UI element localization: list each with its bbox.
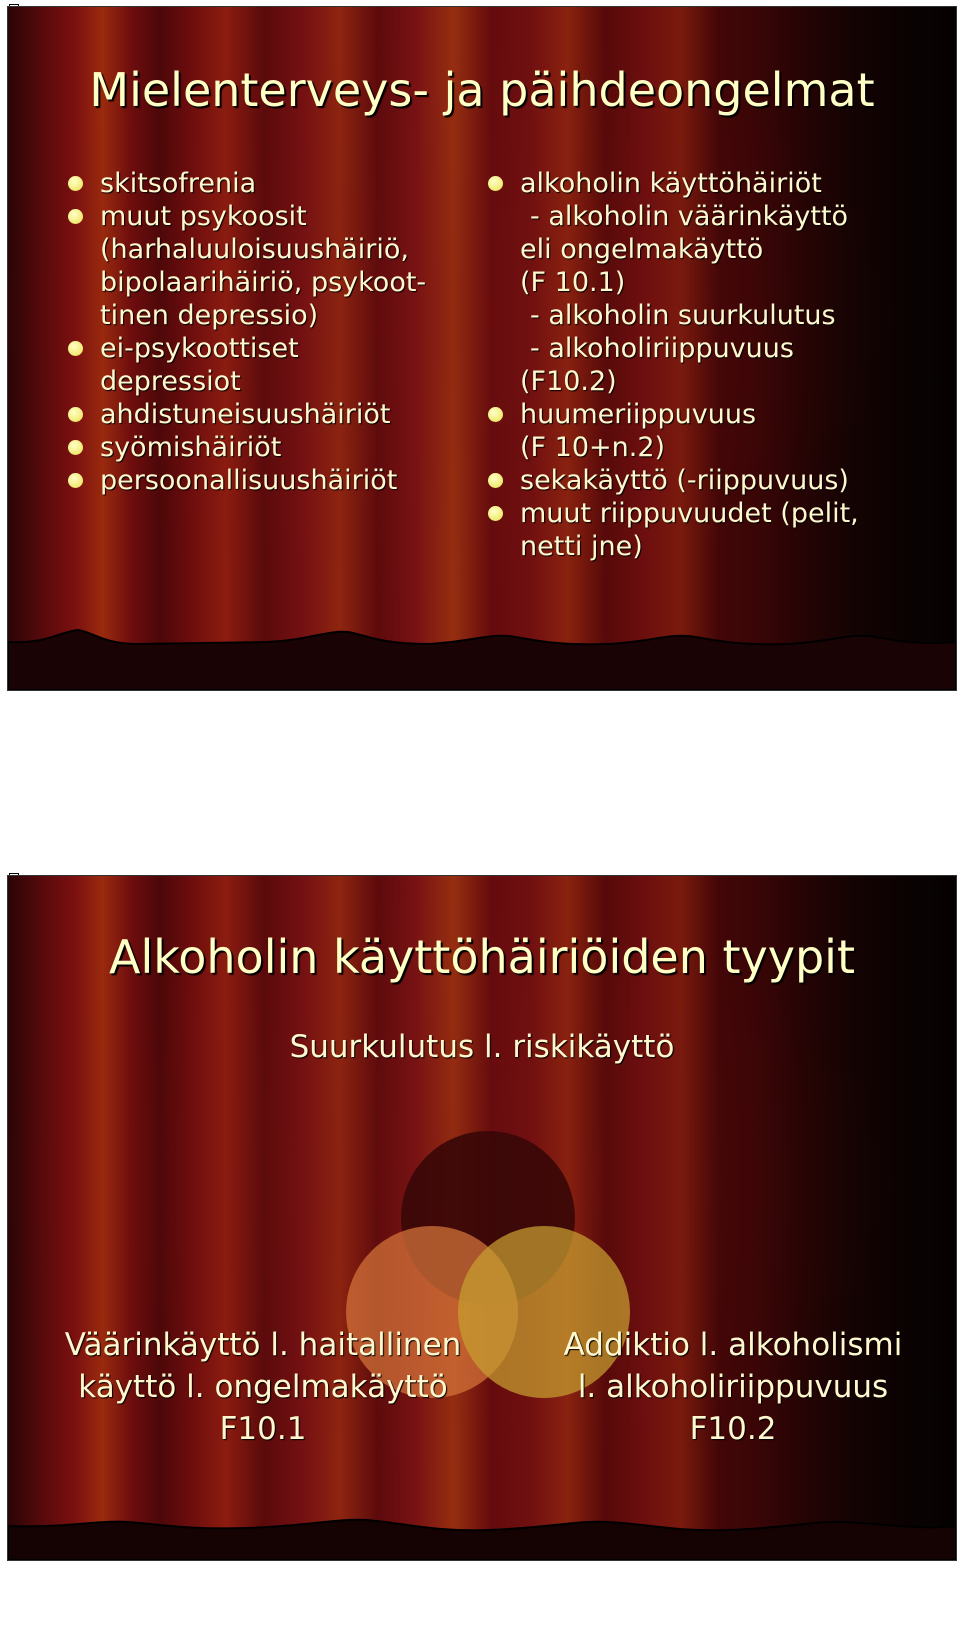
- left-list-item-line: skitsofrenia: [100, 168, 257, 199]
- venn-label-right-line: l. alkoholiriippuvuus: [577, 1369, 889, 1405]
- left-list-item: [68, 200, 468, 332]
- venn-label-right-line: Addiktio l. alkoholismi: [563, 1327, 903, 1363]
- right-list-item-line: (F 10.1): [520, 267, 626, 298]
- bullet-dot-icon: [488, 176, 503, 191]
- slide1-title: Mielenterveys- ja päihdeongelmat: [89, 63, 875, 117]
- right-list-item-line: (F10.2): [520, 366, 617, 397]
- left-list-item-line: syömishäiriöt: [100, 432, 282, 463]
- bullet-dot-icon: [68, 440, 83, 455]
- left-list-item: [68, 464, 468, 497]
- right-list-item-line: huumeriippuvuus: [520, 399, 757, 430]
- bullet-dot-icon: [68, 473, 83, 488]
- venn-label-left: [38, 1324, 488, 1450]
- right-bullet-list: [488, 167, 928, 563]
- left-list-item: [68, 431, 468, 464]
- left-list-item-line: tinen depressio): [100, 300, 319, 331]
- venn-label-right-line: F10.2: [689, 1411, 777, 1447]
- venn-diagram: [8, 876, 956, 1560]
- slide-mental-health: [7, 6, 957, 691]
- right-list-item: [488, 167, 928, 398]
- right-list-item-line: (F 10+n.2): [520, 432, 666, 463]
- left-list-item-line: (harhaluuloisuushäiriö,: [100, 234, 409, 265]
- right-list-item-line: - alkoholin väärinkäyttö: [530, 201, 849, 232]
- curtain-fringe: [8, 620, 956, 690]
- slide-alcohol-disorder-types: [7, 875, 957, 1561]
- left-bullet-list: [68, 167, 468, 497]
- right-list-item-line: alkoholin käyttöhäiriöt: [520, 168, 822, 199]
- bullet-dot-icon: [488, 506, 503, 521]
- right-list-item: [488, 464, 928, 497]
- bullet-dot-icon: [488, 473, 503, 488]
- left-list-item-line: ei-psykoottiset: [100, 333, 299, 364]
- right-list-item-line: eli ongelmakäyttö: [520, 234, 764, 265]
- left-list-item-line: muut psykoosit: [100, 201, 307, 232]
- right-list-item-line: - alkoholin suurkulutus: [530, 300, 836, 331]
- bullet-dot-icon: [68, 209, 83, 224]
- venn-label-right: [543, 1324, 923, 1450]
- venn-label-left-line: F10.1: [219, 1411, 307, 1447]
- bullet-dot-icon: [68, 407, 83, 422]
- bullet-dot-icon: [68, 341, 83, 356]
- right-list-item: [488, 398, 928, 464]
- right-list-item-line: - alkoholiriippuvuus: [530, 333, 794, 364]
- left-list-item: [68, 332, 468, 398]
- right-list-item-line: netti jne): [520, 531, 643, 562]
- left-list-item: [68, 398, 468, 431]
- right-list-item: [488, 497, 928, 563]
- right-list-item-line: sekakäyttö (-riippuvuus): [520, 465, 849, 496]
- left-list-item-line: depressiot: [100, 366, 241, 397]
- venn-label-left-line: Väärinkäyttö l. haitallinen: [64, 1327, 462, 1363]
- venn-label-left-line: käyttö l. ongelmakäyttö: [78, 1369, 448, 1405]
- bullet-dot-icon: [68, 176, 83, 191]
- slide2-subtitle: Suurkulutus l. riskikäyttö: [289, 1029, 675, 1065]
- left-list-item-line: ahdistuneisuushäiriöt: [100, 399, 391, 430]
- right-list-item-line: muut riippuvuudet (pelit,: [520, 498, 859, 529]
- bullet-dot-icon: [488, 407, 503, 422]
- left-list-item-line: persoonallisuushäiriöt: [100, 465, 398, 496]
- left-list-item: [68, 167, 468, 200]
- left-list-item-line: bipolaarihäiriö, psykoot-: [100, 267, 427, 298]
- curtain-fringe-2: [8, 1490, 956, 1560]
- slide2-title: Alkoholin käyttöhäiriöiden tyypit: [109, 930, 855, 984]
